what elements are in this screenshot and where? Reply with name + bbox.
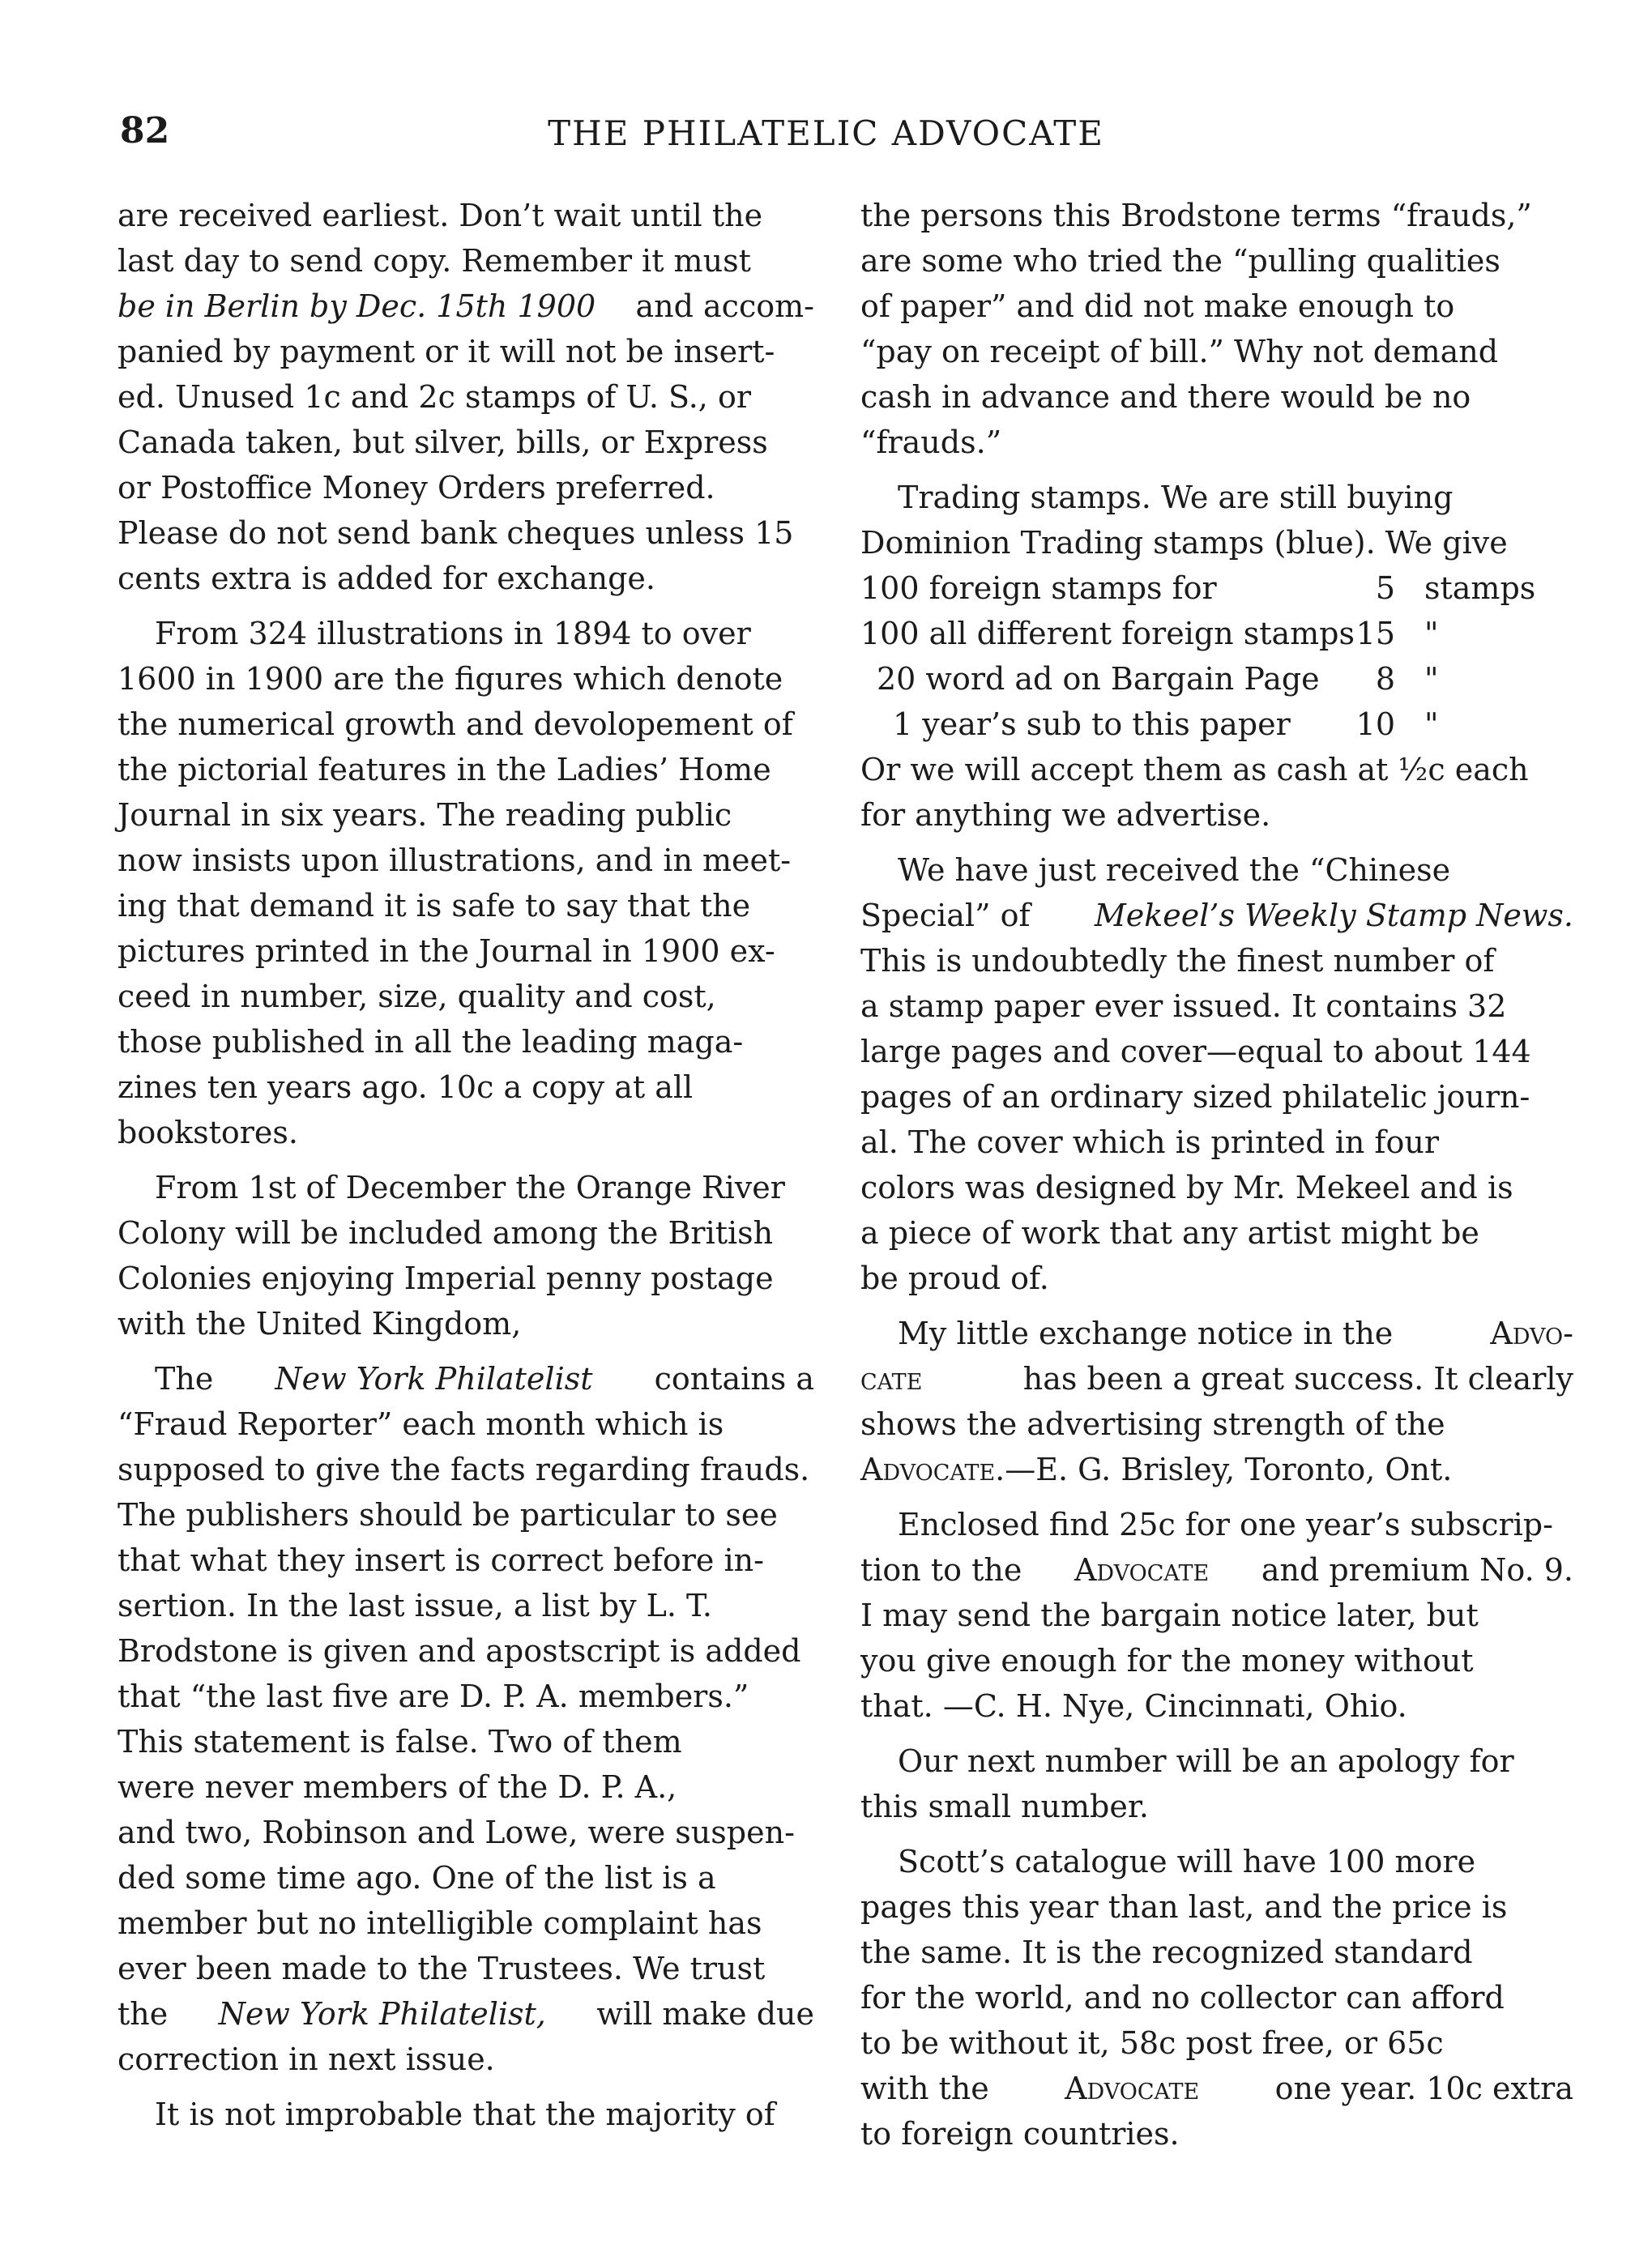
text-line: that “the last five are D. P. A. members.” — [117, 1679, 749, 1714]
text-line: ceed in number, size, quality and cost, — [117, 979, 716, 1014]
text-line: large pages and cover—equal to about 144 — [860, 1034, 1531, 1069]
paragraph-brisley-testimonial — [860, 1311, 1573, 1492]
paragraph-copy-deadline — [117, 193, 814, 601]
text-line: Trading stamps. We are still buying — [898, 480, 1454, 515]
text-line: member but no intelligible complaint has — [117, 1905, 762, 1941]
text-line: that what they insert is correct before in- — [117, 1542, 764, 1578]
text-line: ded some time ago. One of the list is a — [117, 1860, 716, 1896]
text-line: Canada taken, but silver, bills, or Express — [117, 424, 768, 460]
text-line: colors was designed by Mr. Mekeel and is — [860, 1170, 1513, 1205]
text-line: be proud of. — [860, 1261, 1049, 1296]
paragraph-apology — [860, 1738, 1573, 1829]
paragraph-ladies-home-journal — [117, 611, 814, 1155]
paragraph-chinese-special — [860, 847, 1573, 1301]
text-line: ing that demand it is safe to say that the — [117, 888, 751, 924]
text-line: are received earliest. Don’t wait until the — [117, 198, 763, 233]
text-line: you give enough for the money without — [860, 1643, 1474, 1679]
paragraph-orange-river-colony — [117, 1165, 814, 1346]
text-line: Scott’s catalogue will have 100 more — [898, 1844, 1476, 1879]
right-column — [860, 193, 1573, 2166]
paragraph-nye-testimonial — [860, 1502, 1573, 1729]
left-column — [117, 193, 814, 2147]
paragraph-fraud-reporter — [117, 1356, 814, 2082]
text-line: Dominion Trading stamps (blue). We give — [860, 525, 1508, 561]
text-line: zines ten years ago. 10c a copy at all — [117, 1069, 694, 1105]
text-line: be in Berlin by Dec. 15th 1900 and accom- — [117, 288, 814, 324]
offer-row: 20 word ad on Bargain Page 8 " — [877, 661, 1439, 697]
text-line: From 1st of December the Orange River — [155, 1170, 785, 1205]
text-line: Please do not send bank cheques unless 15 — [117, 515, 794, 551]
running-title: THE PHILATELIC ADVOCATE — [548, 113, 1104, 153]
text-line: those published in all the leading maga- — [117, 1024, 744, 1060]
text-line: shows the advertising strength of the — [860, 1406, 1445, 1442]
text-line: Enclosed find 25c for one year’s subscrip- — [898, 1507, 1553, 1542]
paragraph-trading-stamps — [860, 475, 1573, 838]
text-line: My little exchange notice in the Advo- — [898, 1316, 1573, 1351]
text-line: “pay on receipt of bill.” Why not demand — [860, 334, 1499, 369]
text-line: with the Advocate one year. 10c extra — [860, 2071, 1573, 2106]
text-line: panied by payment or it will not be insert- — [117, 334, 775, 369]
text-line: Brodstone is given and apostscript is added — [117, 1633, 801, 1669]
text-line: I may send the bargain notice later, but — [860, 1598, 1479, 1633]
text-line: tion to the Advocate and premium No. 9. — [860, 1552, 1573, 1588]
text-line: for anything we advertise. — [860, 797, 1271, 833]
text-line: ed. Unused 1c and 2c stamps of U. S., or — [117, 379, 751, 415]
paragraph-majority — [117, 2092, 814, 2137]
text-line: cents extra is added for exchange. — [117, 561, 655, 596]
text-line: the New York Philatelist, will make due — [117, 1996, 814, 2032]
text-line: last day to send copy. Remember it must — [117, 243, 751, 279]
text-line: of paper” and did not make enough to — [860, 288, 1455, 324]
text-line: a stamp paper ever issued. It contains 32 — [860, 988, 1507, 1024]
offer-row: 100 all different foreign stamps 15 " — [860, 616, 1439, 651]
paragraph-scotts-catalogue — [860, 1839, 1573, 2156]
text-line: The publishers should be particular to see — [117, 1497, 778, 1533]
text-line: From 324 illustrations in 1894 to over — [155, 616, 751, 651]
text-line: this small number. — [860, 1789, 1149, 1824]
text-line: bookstores. — [117, 1115, 298, 1150]
text-line: 1600 in 1900 are the figures which denote — [117, 661, 783, 697]
text-line: cate has been a great success. It clearly — [860, 1361, 1573, 1397]
text-line: This statement is false. Two of them — [117, 1724, 682, 1760]
text-line: a piece of work that any artist might be — [860, 1215, 1479, 1251]
text-line: the pictorial features in the Ladies’ Home — [117, 752, 771, 787]
text-line: supposed to give the facts regarding frauds. — [117, 1452, 810, 1487]
text-line: cash in advance and there would be no — [860, 379, 1471, 415]
text-line: This is undoubtedly the finest number of — [860, 943, 1495, 979]
offer-row: 100 foreign stamps for 5 stamps — [860, 570, 1536, 606]
text-line: that. —C. H. Nye, Cincinnati, Ohio. — [860, 1688, 1407, 1724]
text-line: Our next number will be an apology for — [898, 1743, 1514, 1779]
paragraph-frauds-continued — [860, 193, 1573, 465]
text-line: to be without it, 58c post free, or 65c — [860, 2025, 1444, 2061]
text-line: Or we will accept them as cash at ½c each — [860, 752, 1529, 787]
page-number: 82 — [120, 110, 170, 151]
text-line: and two, Robinson and Lowe, were suspen- — [117, 1815, 795, 1850]
text-line: correction in next issue. — [117, 2041, 495, 2077]
text-line: the persons this Brodstone terms “frauds,” — [860, 198, 1532, 233]
text-line: sertion. In the last issue, a list by L. T. — [117, 1588, 712, 1623]
text-line: are some who tried the “pulling qualities — [860, 243, 1500, 279]
text-line: We have just received the “Chinese — [898, 852, 1451, 888]
text-line: the numerical growth and devolopement of — [117, 706, 793, 742]
text-line: pictures printed in the Journal in 1900 ex- — [117, 933, 775, 969]
text-line: pages of an ordinary sized philatelic journ- — [860, 1079, 1530, 1115]
text-line: Advocate. —E. G. Brisley, Toronto, Ont. — [860, 1452, 1453, 1487]
text-line: now insists upon illustrations, and in meet- — [117, 843, 792, 878]
text-line: or Postoffice Money Orders preferred. — [117, 470, 715, 506]
text-line: the same. It is the recognized standard — [860, 1935, 1473, 1970]
text-line: for the world, and no collector can afford — [860, 1980, 1505, 2016]
text-line: with the United Kingdom, — [117, 1306, 522, 1342]
text-line: Colony will be included among the British — [117, 1215, 774, 1251]
text-line: It is not improbable that the majority of — [155, 2097, 775, 2132]
text-line: were never members of the D. P. A., — [117, 1769, 677, 1805]
text-line: Journal in six years. The reading public — [117, 797, 732, 833]
text-line: to foreign countries. — [860, 2116, 1180, 2152]
text-line: Special” of Mekeel’s Weekly Stamp News. — [860, 898, 1573, 933]
text-line: The New York Philatelist contains a — [155, 1361, 814, 1397]
text-line: Colonies enjoying Imperial penny postage — [117, 1261, 774, 1296]
text-line: “frauds.” — [860, 424, 1002, 460]
text-line: ever been made to the Trustees. We trust — [117, 1951, 766, 1986]
text-line: al. The cover which is printed in four — [860, 1124, 1440, 1160]
text-line: pages this year than last, and the price is — [860, 1889, 1508, 1925]
offer-row: 1 year’s sub to this paper 10 " — [893, 706, 1439, 742]
text-line: “Fraud Reporter” each month which is — [117, 1406, 724, 1442]
